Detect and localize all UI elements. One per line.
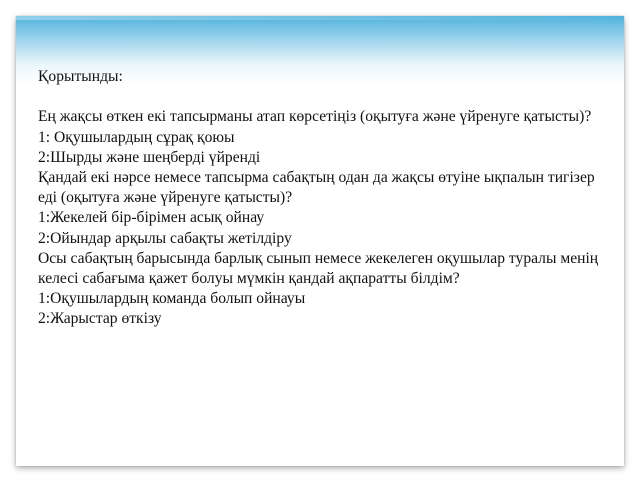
answer-2-2: 2:Ойындар арқылы сабақты жетілдіру	[38, 229, 292, 247]
question-2: Қандай екі нәрсе немесе тапсырма сабақтың одан да жақсы өтуіне ықпалын тигізер еді (оқытуға және үйренуге қатысты)?	[38, 169, 595, 207]
answer-1-2: 2:Шырды және шеңберді үйренді	[38, 148, 261, 166]
slide	[16, 16, 624, 466]
answer-3-2: 2:Жарыстар өткізу	[38, 310, 162, 328]
question-1: Ең жақсы өткен екі тапсырманы атап көрсетіңіз (оқытуға және үйренуге қатысты)?	[38, 108, 592, 126]
blank-line	[38, 87, 613, 107]
conclusion-heading: Қорытынды:	[38, 68, 123, 85]
slide-header-band	[16, 16, 624, 20]
question-3: Осы сабақтың барысында барлық сынып немесе жекелеген оқушылар туралы менің келесі сабағыма қажет болуы мүмкін қандай ақпаратты білдім?	[38, 249, 599, 288]
answer-1-1: 1: Оқушылардың сұрақ қоюы	[38, 128, 235, 146]
slide-content	[38, 67, 613, 330]
answer-3-1: 1:Оқушылардың команда болып ойнауы	[38, 290, 306, 308]
answer-2-1: 1:Жекелей бір-бірімен асық ойнау	[38, 209, 265, 227]
